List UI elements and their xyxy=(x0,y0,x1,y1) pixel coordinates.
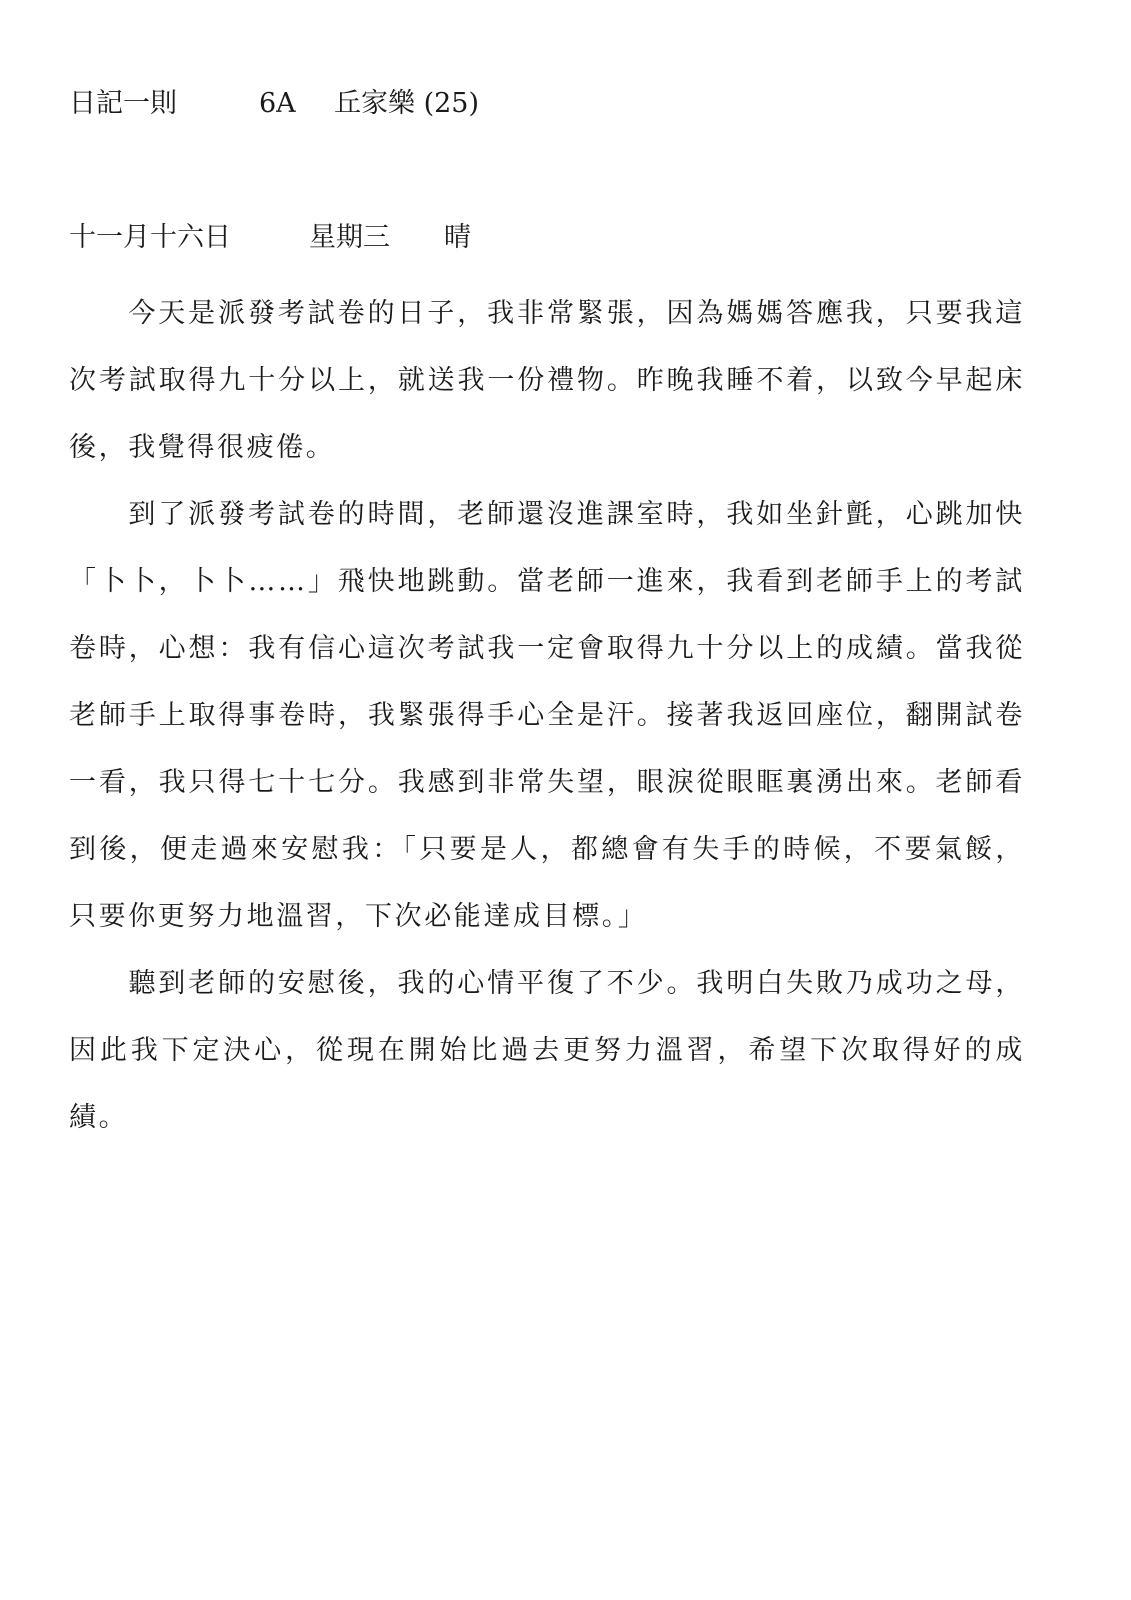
entry-date-line xyxy=(69,218,471,258)
paragraph: 聽到老師的安慰後，我的心情平復了不少。我明白失敗乃成功之母，因此我下定決心，從現在開始比過去更努力溫習，希望下次取得好的成績。 xyxy=(69,968,1025,1133)
diary-body xyxy=(69,280,1025,1151)
class-label: 6A xyxy=(259,88,296,119)
paragraph: 今天是派發考試卷的日子，我非常緊張，因為媽媽答應我，只要我這次考試取得九十分以上，就送我一份禮物。昨晚我睡不着，以致今早起床後，我覺得很疲倦。 xyxy=(69,298,1025,463)
entry-weather: 晴 xyxy=(444,222,471,253)
paragraph: 到了派發考試卷的時間，老師還沒進課室時，我如坐針氈，心跳加快「卜卜，卜卜……」飛快地跳動。當老師一進來，我看到老師手上的考試卷時，心想：我有信心這次考試我一定會取得九十分以上的成績。當我從老師手上取得事卷時，我緊張得手心全是汗。接著我返回座位，翻開試卷一看，我只得七十七分。我感到非常失望，眼淚從眼眶裏湧出來。老師看到後，便走過來安慰我：「只要是人，都總會有失手的時候，不要氣餒，只要你更努力地溫習，下次必能達成目標。」 xyxy=(69,499,1025,932)
entry-date: 十一月十六日 xyxy=(69,222,231,253)
entry-weekday: 星期三 xyxy=(309,222,390,253)
document-header xyxy=(69,84,479,124)
document-title: 日記一則 xyxy=(69,88,177,119)
student-name: 丘家樂 (25) xyxy=(334,88,480,119)
